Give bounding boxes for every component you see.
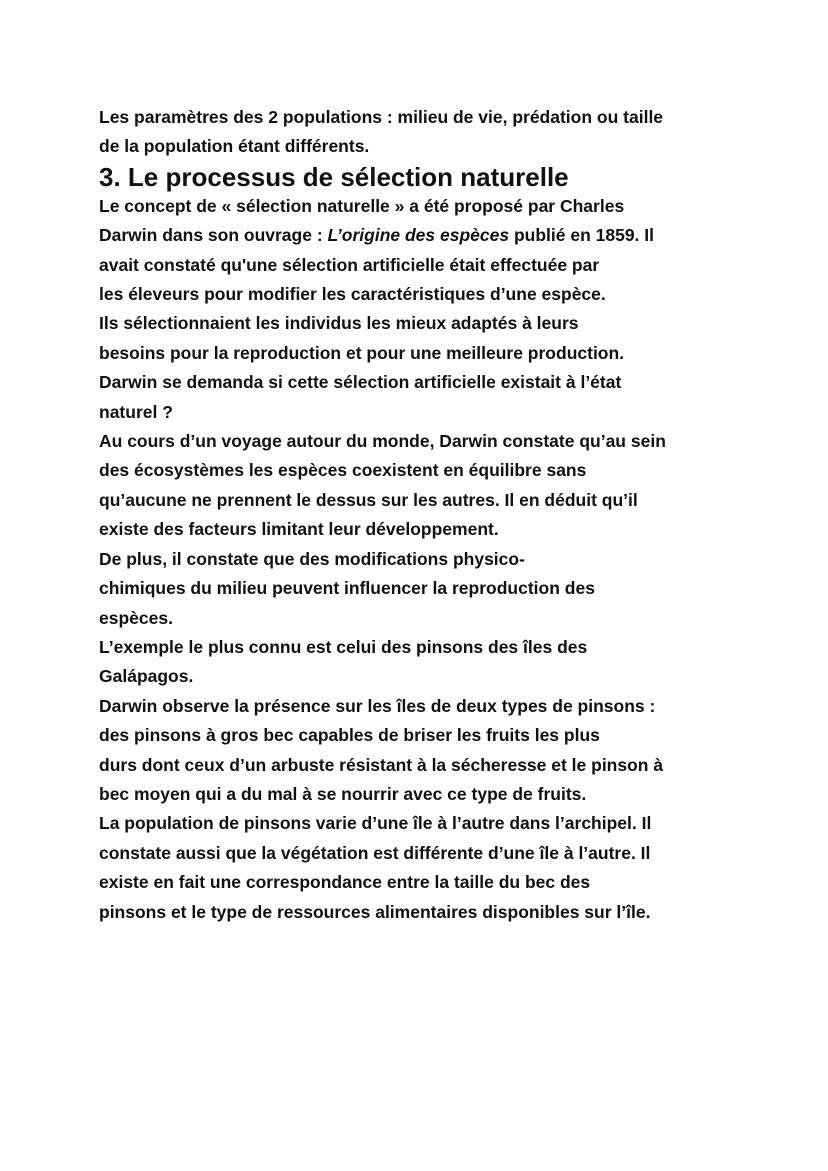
body-line-text: publié en 1859. Il	[509, 225, 655, 246]
intro-line: Les paramètres des 2 populations : milieu de vie, prédation ou taille	[99, 107, 664, 127]
body-line: Darwin observe la présence sur les îles de deux types de pinsons :	[99, 695, 656, 716]
body-line: constate aussi que la végétation est différente d’une île à l’autre. Il	[99, 842, 651, 863]
body-line: avait constaté qu'une sélection artificielle était effectuée par	[99, 254, 600, 275]
body-line: existe en fait une correspondance entre la taille du bec des	[99, 872, 591, 893]
body-line: chimiques du milieu peuvent influencer la reproduction des	[99, 578, 595, 599]
intro-paragraph	[99, 103, 799, 162]
body-line: Galápagos.	[99, 666, 194, 687]
body-line-with-book-title	[99, 221, 799, 250]
body-line: durs dont ceux d’un arbuste résistant à la sécheresse et le pinson à	[99, 754, 664, 775]
body-line: L’exemple le plus connu est celui des pinsons des îles des	[99, 636, 588, 657]
body-paragraph	[99, 192, 799, 927]
body-line: espèces.	[99, 607, 173, 628]
body-line: Au cours d’un voyage autour du monde, Darwin constate qu’au sein	[99, 431, 666, 452]
body-line: des écosystèmes les espèces coexistent en équilibre sans	[99, 460, 587, 481]
body-line: besoins pour la reproduction et pour une meilleure production.	[99, 342, 625, 363]
body-line: des pinsons à gros bec capables de briser les fruits les plus	[99, 725, 600, 746]
body-line: bec moyen qui a du mal à se nourrir avec ce type de fruits.	[99, 783, 587, 804]
body-line: Darwin se demanda si cette sélection artificielle existait à l’état	[99, 372, 622, 393]
body-line: existe des facteurs limitant leur développement.	[99, 519, 499, 540]
body-line: les éleveurs pour modifier les caractéristiques d’une espèce.	[99, 284, 606, 305]
intro-line: de la population étant différents.	[99, 136, 370, 157]
body-line: naturel ?	[99, 401, 173, 422]
body-line: Le concept de « sélection naturelle » a été proposé par Charles	[99, 195, 625, 216]
body-line: pinsons et le type de ressources alimentaires disponibles sur l’île.	[99, 901, 651, 922]
body-line: Ils sélectionnaient les individus les mieux adaptés à leurs	[99, 313, 579, 334]
section-heading: 3. Le processus de sélection naturelle	[99, 161, 569, 192]
body-line: De plus, il constate que des modifications physico-	[99, 548, 525, 569]
body-line-text: Darwin dans son ouvrage :	[99, 225, 328, 246]
body-line: qu’aucune ne prennent le dessus sur les autres. Il en déduit qu’il	[99, 489, 638, 510]
book-title: L’origine des espèces	[327, 225, 510, 246]
body-line: La population de pinsons varie d’une île à l’autre dans l’archipel. Il	[99, 813, 652, 834]
page-content	[99, 103, 799, 927]
